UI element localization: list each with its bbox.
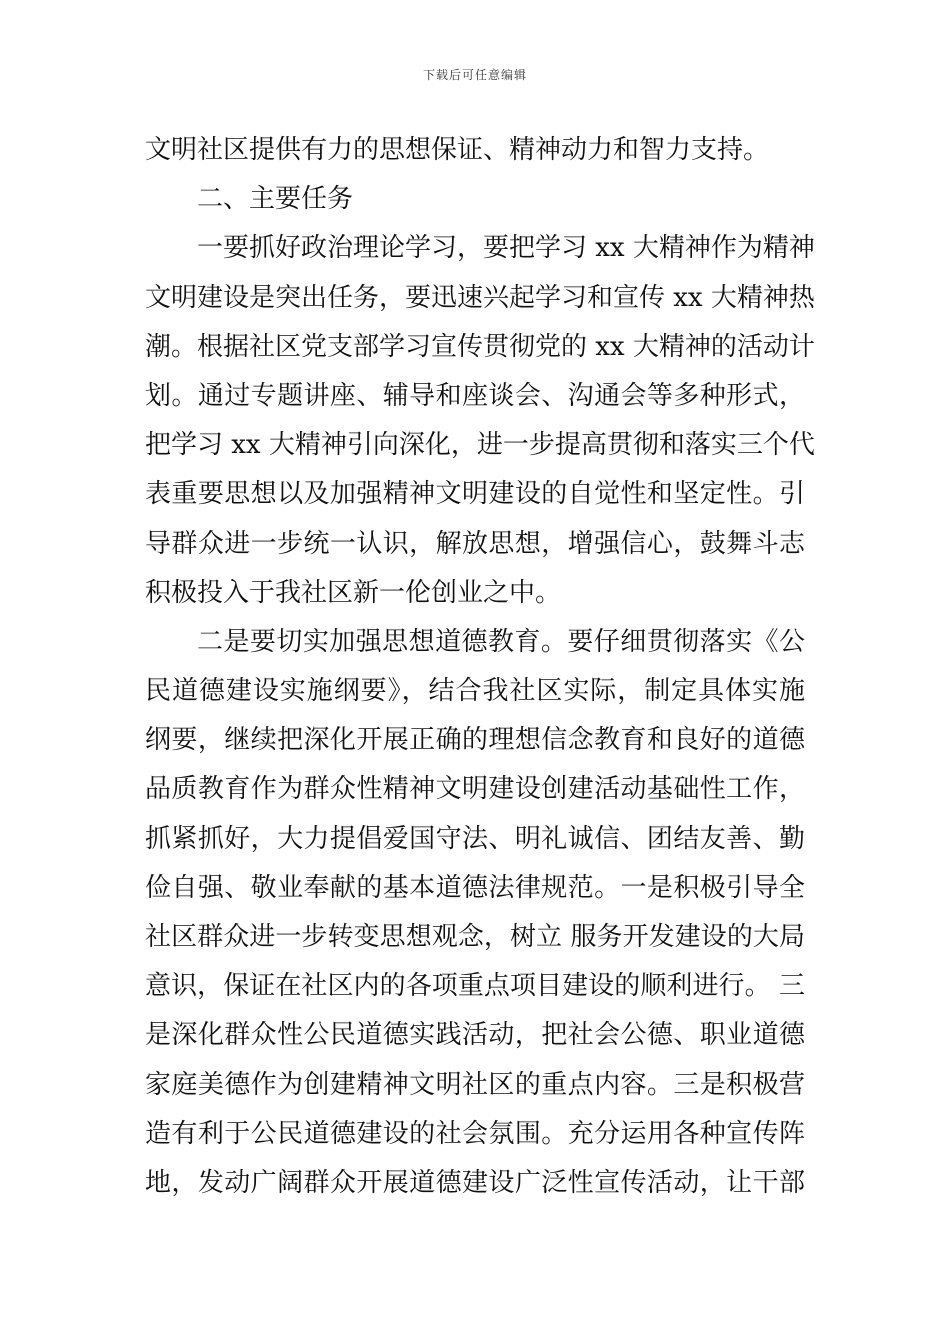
text-line: 一要抓好政治理论学习，要把学习 xx 大精神作为精神: [197, 233, 815, 264]
text-line: 造有利于公民道德建设的社会氛围。充分运用各种宣传阵: [145, 1118, 805, 1149]
text-line: 家庭美德作为创建精神文明社区的重点内容。三是积极营: [145, 1069, 805, 1100]
text-line: 民道德建设实施纲要》，结合我社区实际，制定具体实施: [145, 676, 805, 707]
section-heading: 二、主要任务: [197, 184, 354, 215]
text-line: 文明建设是突出任务，要迅速兴起学习和宣传 xx 大精神热: [145, 282, 815, 313]
text-line: 潮。根据社区党支部学习宣传贯彻党的 xx 大精神的活动计: [145, 331, 815, 362]
text-line: 二是要切实加强思想道德教育。要仔细贯彻落实《公: [197, 626, 805, 657]
header-note: 下载后可任意编辑: [422, 68, 527, 82]
text-line: 导群众进一步统一认识，解放思想，增强信心，鼓舞斗志: [145, 528, 805, 559]
text-line: 品质教育作为群众性精神文明建设创建活动基础性工作，: [145, 774, 805, 805]
text-line: 俭自强、敬业奉献的基本道德法律规范。一是积极引导全: [145, 872, 805, 903]
text-line: 是深化群众性公民道德实践活动，把社会公德、职业道德: [145, 1020, 805, 1051]
text-line: 划。通过专题讲座、辅导和座谈会、沟通会等多种形式，: [145, 380, 805, 411]
text-line: 抓紧抓好，大力提倡爱国守法、明礼诚信、团结友善、勤: [145, 823, 805, 854]
text-line: 地，发动广阔群众开展道德建设广泛性宣传活动，让干部: [145, 1167, 805, 1198]
text-line: 意识，保证在社区内的各项重点项目建设的顺利进行。 三: [145, 971, 805, 1002]
document-body: [145, 126, 815, 1208]
text-line: 文明社区提供有力的思想保证、精神动力和智力支持。: [145, 135, 770, 165]
text-line: 社区群众进一步转变思想观念，树立 服务开发建设的大局: [145, 922, 805, 952]
text-line: 把学习 xx 大精神引向深化，进一步提高贯彻和落实三个代: [145, 430, 815, 461]
text-line: 积极投入于我社区新一伦创业之中。: [145, 577, 562, 608]
text-line: 纲要，继续把深化开展正确的理想信念教育和良好的道德: [145, 725, 805, 756]
text-line: 表重要思想以及加强精神文明建设的自觉性和坚定性。引: [145, 479, 805, 510]
